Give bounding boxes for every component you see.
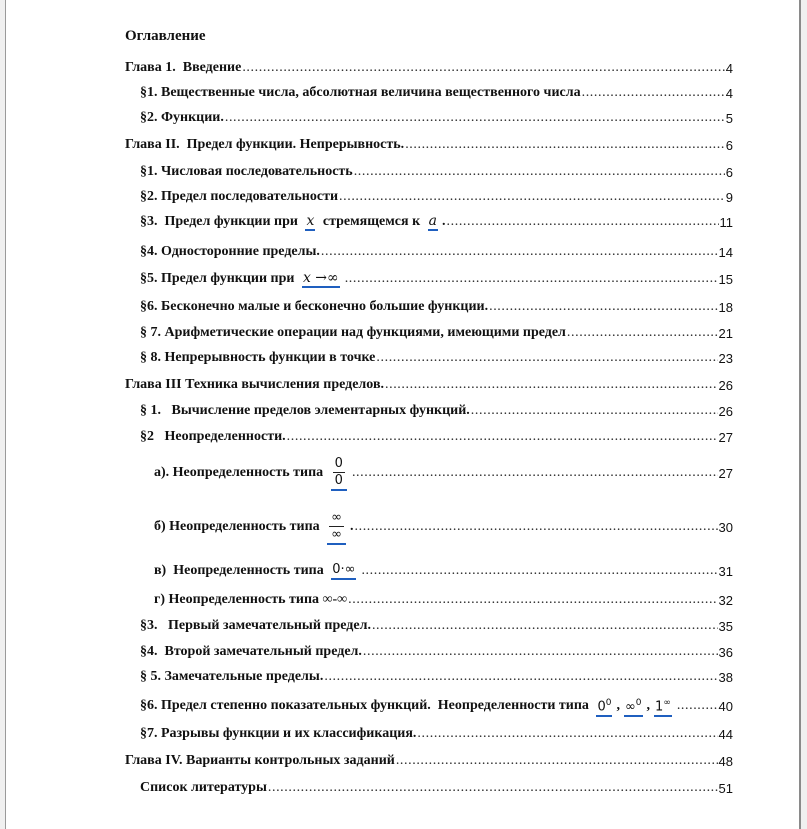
dot-leader — [242, 58, 724, 78]
toc-entry[interactable] — [140, 427, 733, 447]
dot-leader — [567, 323, 718, 343]
dot-leader — [321, 242, 718, 262]
toc-entry[interactable] — [140, 778, 733, 798]
label-text: §2 Неопределенности. — [140, 429, 286, 444]
label-text: § 5. Замечательные пределы. — [140, 669, 324, 684]
page-number: 30 — [718, 519, 733, 535]
label-text: Глава 1. Введение — [125, 60, 242, 75]
label-text: §2. Предел последовательности — [140, 189, 339, 204]
label-text: , — [646, 698, 651, 713]
math-text: 0·∞ — [332, 562, 356, 577]
toc-entry[interactable] — [154, 561, 733, 581]
toc-entry[interactable] — [140, 269, 733, 289]
page-number: 6 — [725, 164, 733, 180]
math-expression[interactable] — [428, 213, 438, 231]
toc-entry-label — [140, 618, 371, 634]
math-expression[interactable] — [302, 270, 340, 288]
dot-leader — [355, 517, 718, 537]
page-number: 5 — [725, 110, 733, 126]
dot-leader — [405, 135, 725, 155]
toc-entry[interactable] — [140, 401, 733, 421]
dot-leader — [489, 297, 717, 317]
page-number: 4 — [725, 85, 733, 101]
toc-entry-label — [125, 377, 384, 393]
dot-leader — [348, 590, 717, 610]
label-text: § 1. Вычисление пределов элементарных функций. — [140, 403, 470, 418]
page-number: 27 — [718, 429, 733, 445]
toc-entry[interactable] — [140, 642, 733, 662]
label-text: §7. Разрывы функции и их классификация. — [140, 726, 417, 741]
label-text: в) Неопределенность типа — [154, 563, 328, 578]
toc-entry-label — [140, 85, 581, 101]
fraction-numerator: ∞ — [331, 509, 342, 525]
label-text: г) Неопределенность типа ∞-∞ — [154, 592, 348, 607]
toc-entry[interactable] — [154, 509, 733, 542]
toc-entry-label — [140, 244, 320, 260]
toc-entry[interactable] — [140, 348, 733, 368]
toc-entry[interactable] — [140, 297, 733, 317]
toc-entry[interactable] — [125, 751, 733, 771]
toc-entry-label — [140, 325, 566, 341]
page-number: 11 — [719, 214, 733, 230]
toc-entry-label — [125, 753, 395, 769]
page-number: 40 — [718, 698, 733, 714]
toc-entry[interactable] — [140, 724, 733, 744]
label-text: б) Неопределенность типа — [154, 519, 324, 534]
dot-leader — [361, 561, 717, 581]
dot-leader — [354, 162, 725, 182]
dot-leader — [396, 751, 718, 771]
label-text: . — [350, 519, 354, 534]
label-text: §1. Вещественные числа, абсолютная величина вещественного числа — [140, 85, 581, 100]
toc-entry-label — [125, 60, 241, 76]
fraction-denominator: ∞ — [331, 526, 342, 542]
label-text: Глава III Техника вычисления пределов. — [125, 377, 384, 392]
dot-leader — [385, 375, 718, 395]
toc-entry[interactable] — [140, 187, 733, 207]
label-text: а). Неопределенность типа — [154, 465, 327, 480]
toc-entry-label — [154, 592, 347, 608]
dot-leader — [287, 427, 718, 447]
document-page — [5, 0, 801, 829]
toc-entry-label — [140, 644, 362, 660]
label-text: Глава II. Предел функции. Непрерывность. — [125, 137, 405, 152]
math-superscript: 0 — [635, 697, 642, 708]
dot-leader — [447, 212, 719, 232]
label-text: §4. Второй замечательный предел. — [140, 644, 362, 659]
label-text: , — [616, 698, 620, 713]
dot-leader — [417, 724, 717, 744]
page-number: 6 — [725, 137, 733, 153]
toc-entry[interactable] — [140, 323, 733, 343]
math-text: x →∞ — [302, 270, 339, 286]
dot-leader — [345, 269, 718, 289]
toc-entry-label — [154, 456, 351, 491]
fraction-numerator: 0 — [334, 455, 343, 471]
toc-entry-label — [125, 137, 404, 153]
label-text: §4. Односторонние пределы. — [140, 244, 320, 259]
page-number: 26 — [718, 377, 733, 393]
toc-entry[interactable] — [140, 83, 733, 103]
page-number: 35 — [718, 618, 733, 634]
label-text: Список литературы — [140, 780, 267, 795]
page-number: 21 — [718, 325, 733, 341]
toc-entry-label — [140, 780, 267, 796]
toc-entry-label — [140, 299, 488, 315]
page-number: 23 — [718, 350, 733, 366]
toc-entry[interactable] — [140, 162, 733, 182]
page-number: 18 — [718, 299, 733, 315]
page-number: 36 — [718, 644, 733, 660]
math-expression[interactable] — [331, 562, 356, 580]
page-number: 15 — [718, 271, 733, 287]
dot-leader — [471, 401, 718, 421]
dot-leader — [376, 348, 717, 368]
toc-entry-label — [140, 110, 224, 126]
label-text: §3. Первый замечательный предел. — [140, 618, 371, 633]
page-number: 32 — [718, 592, 733, 608]
page-number: 27 — [718, 465, 733, 481]
math-fraction[interactable] — [331, 456, 347, 491]
toc-entry-label — [154, 510, 354, 545]
toc-entry[interactable] — [140, 667, 733, 687]
label-text: §6. Предел степенно показательных функций. Неопределенности типа — [140, 698, 593, 713]
math-expression[interactable] — [624, 695, 643, 717]
math-text: x — [306, 213, 315, 229]
dot-leader — [582, 83, 725, 103]
math-fraction[interactable] — [327, 510, 346, 545]
math-expression[interactable] — [654, 695, 672, 717]
toc-entry-label — [140, 403, 470, 419]
label-text: §3. Предел функции при — [140, 214, 302, 229]
math-superscript: ∞ — [663, 697, 671, 708]
toc-entry[interactable] — [125, 135, 733, 155]
toc-entry[interactable] — [140, 212, 733, 232]
toc-entry[interactable] — [140, 242, 733, 262]
math-expression[interactable] — [596, 695, 612, 717]
toc-entry-label — [140, 189, 338, 205]
math-text: ∞ — [624, 699, 636, 715]
toc-entry[interactable] — [125, 375, 733, 395]
toc-entry[interactable] — [140, 108, 733, 128]
math-superscript: 0 — [605, 697, 612, 708]
page-number: 26 — [718, 403, 733, 419]
page-number: 48 — [718, 753, 733, 769]
toc-entry-label — [140, 429, 286, 445]
toc-entry[interactable] — [140, 616, 733, 636]
toc-title: Оглавление — [125, 28, 206, 44]
dot-leader — [363, 642, 718, 662]
dot-leader — [225, 108, 725, 128]
toc-entry[interactable] — [140, 696, 733, 716]
toc-entry-label — [154, 562, 360, 580]
fraction-denominator: 0 — [334, 472, 343, 488]
label-text: §2. Функции. — [140, 110, 224, 125]
toc-entry[interactable] — [154, 455, 733, 488]
label-text: стремящемся к — [319, 214, 424, 229]
math-text: 0 — [597, 699, 606, 715]
page-number: 14 — [718, 244, 733, 260]
page-number: 9 — [725, 189, 733, 205]
label-text: . — [442, 214, 446, 229]
dot-leader — [677, 696, 718, 716]
label-text: § 8. Непрерывность функции в точке — [140, 350, 376, 365]
label-text: §1. Числовая последовательность — [140, 164, 353, 179]
toc-entry-label — [140, 669, 323, 685]
dot-leader — [324, 667, 717, 687]
toc-entry-label — [140, 213, 446, 231]
label-text: § 7. Арифметические операции над функциями, имеющими предел — [140, 325, 566, 340]
dot-leader — [339, 187, 725, 207]
label-text: Глава IV. Варианты контрольных заданий — [125, 753, 395, 768]
toc-entry[interactable] — [125, 58, 733, 78]
toc-entry-label — [140, 350, 375, 366]
dot-leader — [268, 778, 718, 798]
label-text: §6. Бесконечно малые и бесконечно большие функции. — [140, 299, 489, 314]
toc-entry[interactable] — [154, 590, 733, 610]
page-number: 51 — [718, 780, 733, 796]
page-number: 31 — [718, 563, 733, 579]
toc-entry-label — [140, 726, 416, 742]
page-number: 4 — [725, 60, 733, 76]
toc-entry-label — [140, 164, 353, 180]
toc-entry-label — [140, 695, 676, 717]
label-text: §5. Предел функции при — [140, 271, 298, 286]
toc-entry-label — [140, 270, 344, 288]
dot-leader — [372, 616, 718, 636]
math-text: a — [428, 213, 438, 229]
page-number: 38 — [718, 669, 733, 685]
page-number: 44 — [718, 726, 733, 742]
math-expression[interactable] — [305, 213, 315, 231]
dot-leader — [352, 463, 718, 483]
math-text: 1 — [655, 699, 664, 715]
